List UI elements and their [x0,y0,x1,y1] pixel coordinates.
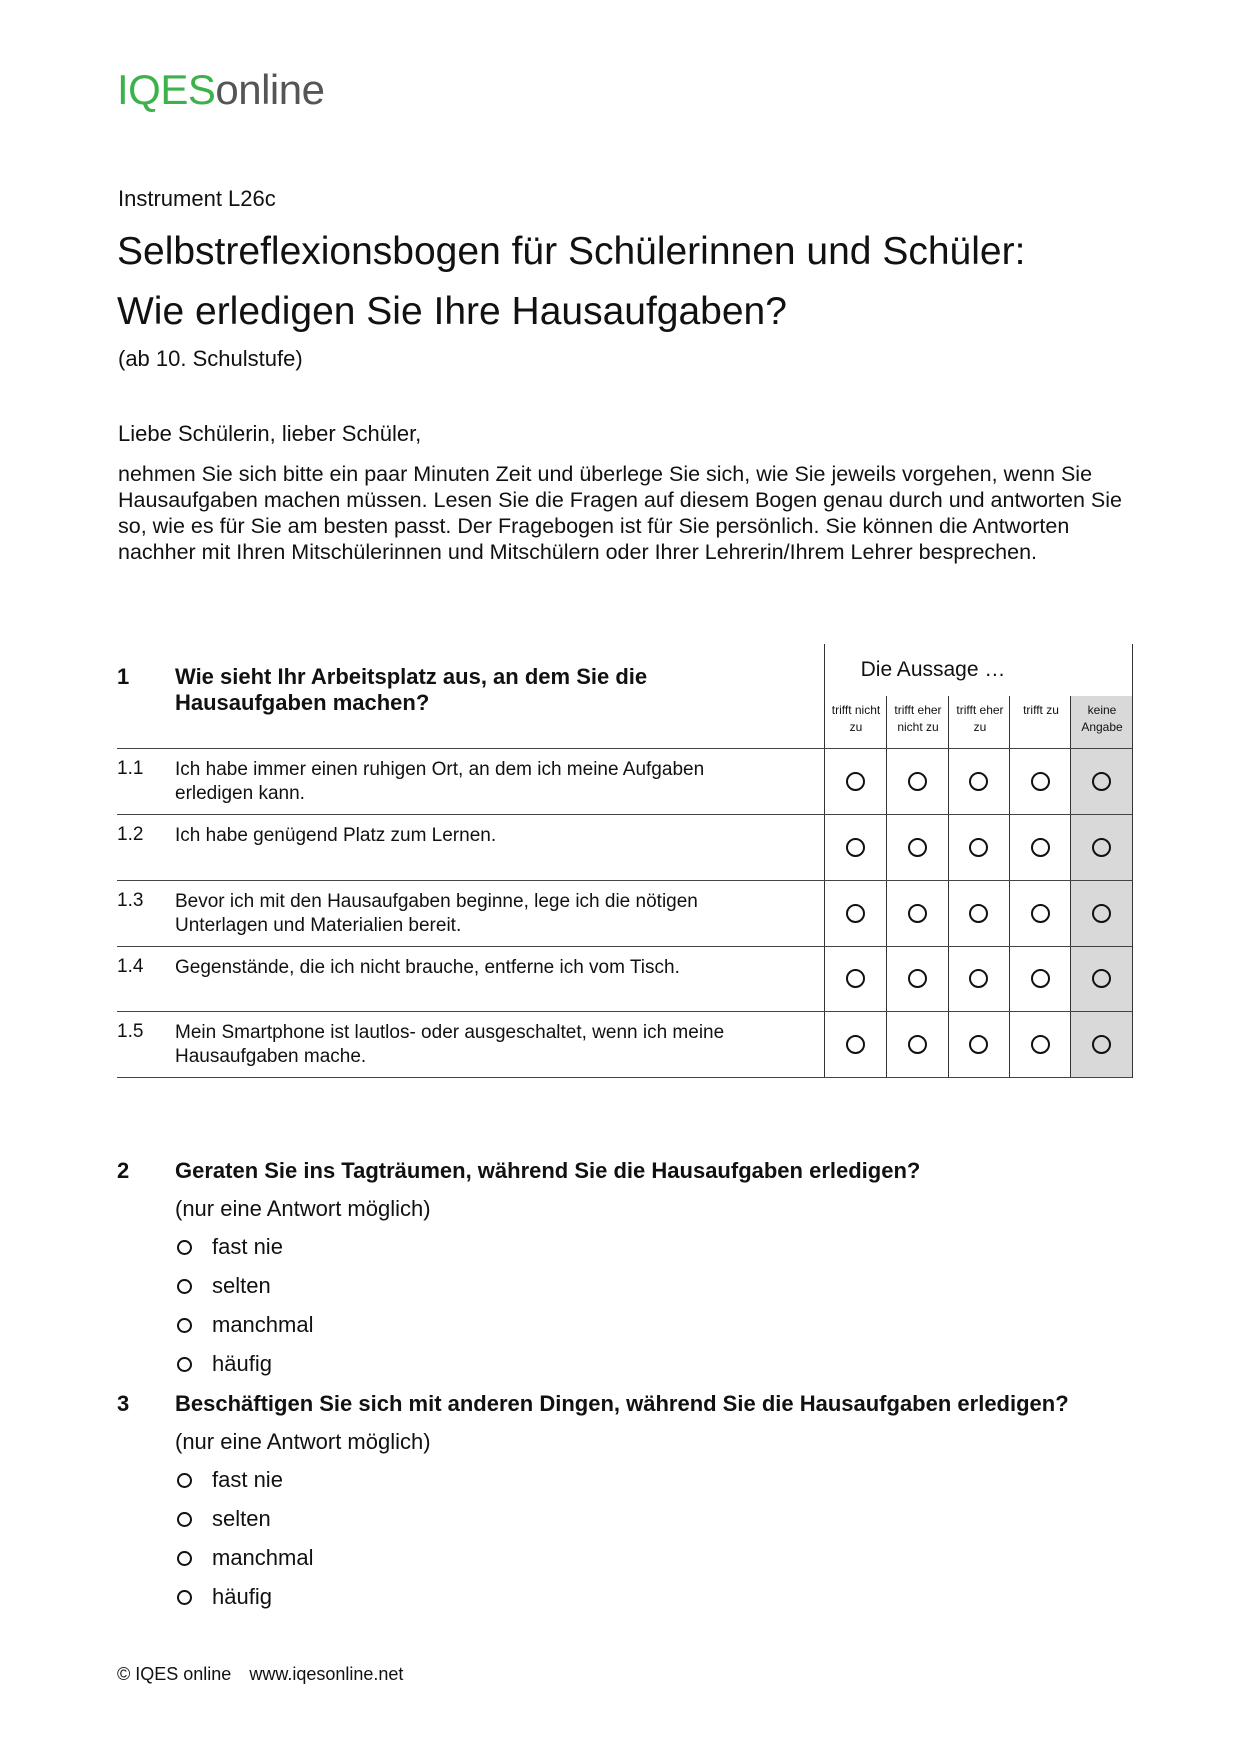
question-2-option-haeufig[interactable] [177,1350,272,1378]
question-2-option-selten[interactable] [177,1272,271,1300]
item-1-5-option-trifft-zu[interactable] [1031,1035,1050,1054]
radio-circle-icon[interactable] [177,1240,192,1255]
question-3-text: Beschäftigen Sie sich mit anderen Dingen, während Sie die Hausaufgaben erledigen? [175,1391,1069,1416]
scale-title: Die Aussage … [860,658,1006,681]
row-divider [117,814,1132,815]
item-1-4-text: Gegenstände, die ich nicht brauche, entferne ich vom Tisch. [175,957,680,978]
item-1-3-option-trifft-eher-nicht-zu[interactable] [908,904,927,923]
radio-circle-icon[interactable] [177,1318,192,1333]
item-1-4-option-trifft-eher-zu[interactable] [969,969,988,988]
scale-label-1: trifft nicht zu [831,703,881,734]
column-divider [886,696,887,1078]
item-1-5-option-trifft-nicht-zu[interactable] [846,1035,865,1054]
item-1-2-option-trifft-eher-zu[interactable] [969,838,988,857]
greeting: Liebe Schülerin, lieber Schüler, [118,421,422,446]
scale-label-5: keine Angabe [1081,703,1123,734]
title-line-2: Wie erledigen Sie Ihre Hausaufgaben? [117,290,787,333]
option-label: manchmal [212,1545,314,1570]
item-1-5-option-keine-angabe[interactable] [1092,1035,1111,1054]
item-1-2-option-trifft-nicht-zu[interactable] [846,838,865,857]
question-3-option-manchmal[interactable] [177,1544,313,1572]
no-answer-column-shade [1071,696,1132,1078]
item-1-5-option-trifft-eher-nicht-zu[interactable] [908,1035,927,1054]
item-1-5-text: Mein Smartphone ist lautlos- oder ausgeschaltet, wenn ich meine Hausaufgaben mache. [175,1022,725,1067]
question-1-matrix [117,644,1132,1078]
question-3-number: 3 [117,1391,130,1416]
question-2-option-fast-nie[interactable] [177,1233,283,1261]
iqes-logo [117,66,324,114]
item-1-5-number: 1.5 [117,1021,144,1042]
column-divider [948,696,949,1078]
radio-circle-icon[interactable] [177,1512,192,1527]
question-1-text: Wie sieht Ihr Arbeitsplatz aus, an dem Sie die Hausaufgaben machen? [175,664,648,715]
question-1-number: 1 [117,664,130,689]
scale-label-3: trifft eher zu [956,703,1004,734]
item-1-1-number: 1.1 [117,758,144,779]
intro-paragraph: nehmen Sie sich bitte ein paar Minuten Zeit und überlege Sie sich, wie Sie jeweils vorgehen, wenn Sie Hausaufgaben machen müssen. Lesen Sie die Fragen auf diesem Bogen genau durch und antworten Sie so, wie es für Sie am besten passt. Der Fragebogen ist für Sie persönlich. Sie können die Antworten nachher mit Ihren Mitschülerinnen und Mitschülern oder Ihrer Lehrerin/Ihrem Lehrer besprechen. [118,462,1123,564]
item-1-1-option-trifft-eher-zu[interactable] [969,772,988,791]
scale-label-4: trifft zu [1023,703,1059,717]
footer-url[interactable]: www.iqesonline.net [249,1664,404,1684]
item-1-3-option-trifft-zu[interactable] [1031,904,1050,923]
item-1-1-text: Ich habe immer einen ruhigen Ort, an dem ich meine Aufgaben erledigen kann. [175,759,705,804]
item-1-4-number: 1.4 [117,956,144,977]
row-divider [117,946,1132,947]
item-1-4-option-keine-angabe[interactable] [1092,969,1111,988]
footer-copyright: © IQES online [117,1664,232,1684]
column-divider [824,644,825,1078]
logo-iqes: IQES [117,66,216,113]
item-1-1-option-keine-angabe[interactable] [1092,772,1111,791]
item-1-4-option-trifft-nicht-zu[interactable] [846,969,865,988]
item-1-2-option-keine-angabe[interactable] [1092,838,1111,857]
question-3 [117,1391,1132,1621]
option-label: fast nie [212,1234,283,1259]
item-1-1-option-trifft-nicht-zu[interactable] [846,772,865,791]
item-1-3-number: 1.3 [117,890,144,911]
question-2-hint: (nur eine Antwort möglich) [175,1196,431,1221]
item-1-2-option-trifft-zu[interactable] [1031,838,1050,857]
option-label: häufig [212,1584,272,1609]
logo-online: online [215,66,325,113]
question-2 [117,1158,1132,1388]
item-1-3-option-trifft-nicht-zu[interactable] [846,904,865,923]
footer [117,1664,403,1685]
item-1-5-option-trifft-eher-zu[interactable] [969,1035,988,1054]
question-2-number: 2 [117,1158,130,1183]
item-1-2-number: 1.2 [117,824,144,845]
radio-circle-icon[interactable] [177,1357,192,1372]
item-1-1-option-trifft-zu[interactable] [1031,772,1050,791]
column-divider [1009,696,1010,1078]
option-label: selten [212,1506,271,1531]
item-1-1-option-trifft-eher-nicht-zu[interactable] [908,772,927,791]
radio-circle-icon[interactable] [177,1590,192,1605]
instrument-label: Instrument L26c [118,186,276,211]
row-divider [117,1077,1132,1078]
radio-circle-icon[interactable] [177,1279,192,1294]
row-divider [117,1011,1132,1012]
item-1-3-option-trifft-eher-zu[interactable] [969,904,988,923]
item-1-4-option-trifft-eher-nicht-zu[interactable] [908,969,927,988]
option-label: häufig [212,1351,272,1376]
question-2-option-manchmal[interactable] [177,1311,313,1339]
item-1-4-option-trifft-zu[interactable] [1031,969,1050,988]
row-divider [117,748,1132,749]
radio-circle-icon[interactable] [177,1551,192,1566]
column-divider [1132,644,1133,1078]
item-1-3-text: Bevor ich mit den Hausaufgaben beginne, lege ich die nötigen Unterlagen und Materialien bereit. [175,891,698,936]
option-label: fast nie [212,1467,283,1492]
question-2-text: Geraten Sie ins Tagträumen, während Sie die Hausaufgaben erledigen? [175,1158,921,1183]
option-label: selten [212,1273,271,1298]
question-3-option-fast-nie[interactable] [177,1466,283,1494]
question-3-hint: (nur eine Antwort möglich) [175,1429,431,1454]
item-1-2-text: Ich habe genügend Platz zum Lernen. [175,825,497,846]
grade-level: (ab 10. Schulstufe) [118,346,303,371]
radio-circle-icon[interactable] [177,1473,192,1488]
question-3-option-selten[interactable] [177,1505,271,1533]
option-label: manchmal [212,1312,314,1337]
title-line-1: Selbstreflexionsbogen für Schülerinnen und Schüler: [117,230,1026,273]
column-divider [1070,696,1071,1078]
item-1-3-option-keine-angabe[interactable] [1092,904,1111,923]
row-divider [117,880,1132,881]
question-3-option-haeufig[interactable] [177,1583,272,1611]
scale-label-2: trifft eher nicht zu [894,703,942,734]
item-1-2-option-trifft-eher-nicht-zu[interactable] [908,838,927,857]
page-title [117,222,1025,342]
